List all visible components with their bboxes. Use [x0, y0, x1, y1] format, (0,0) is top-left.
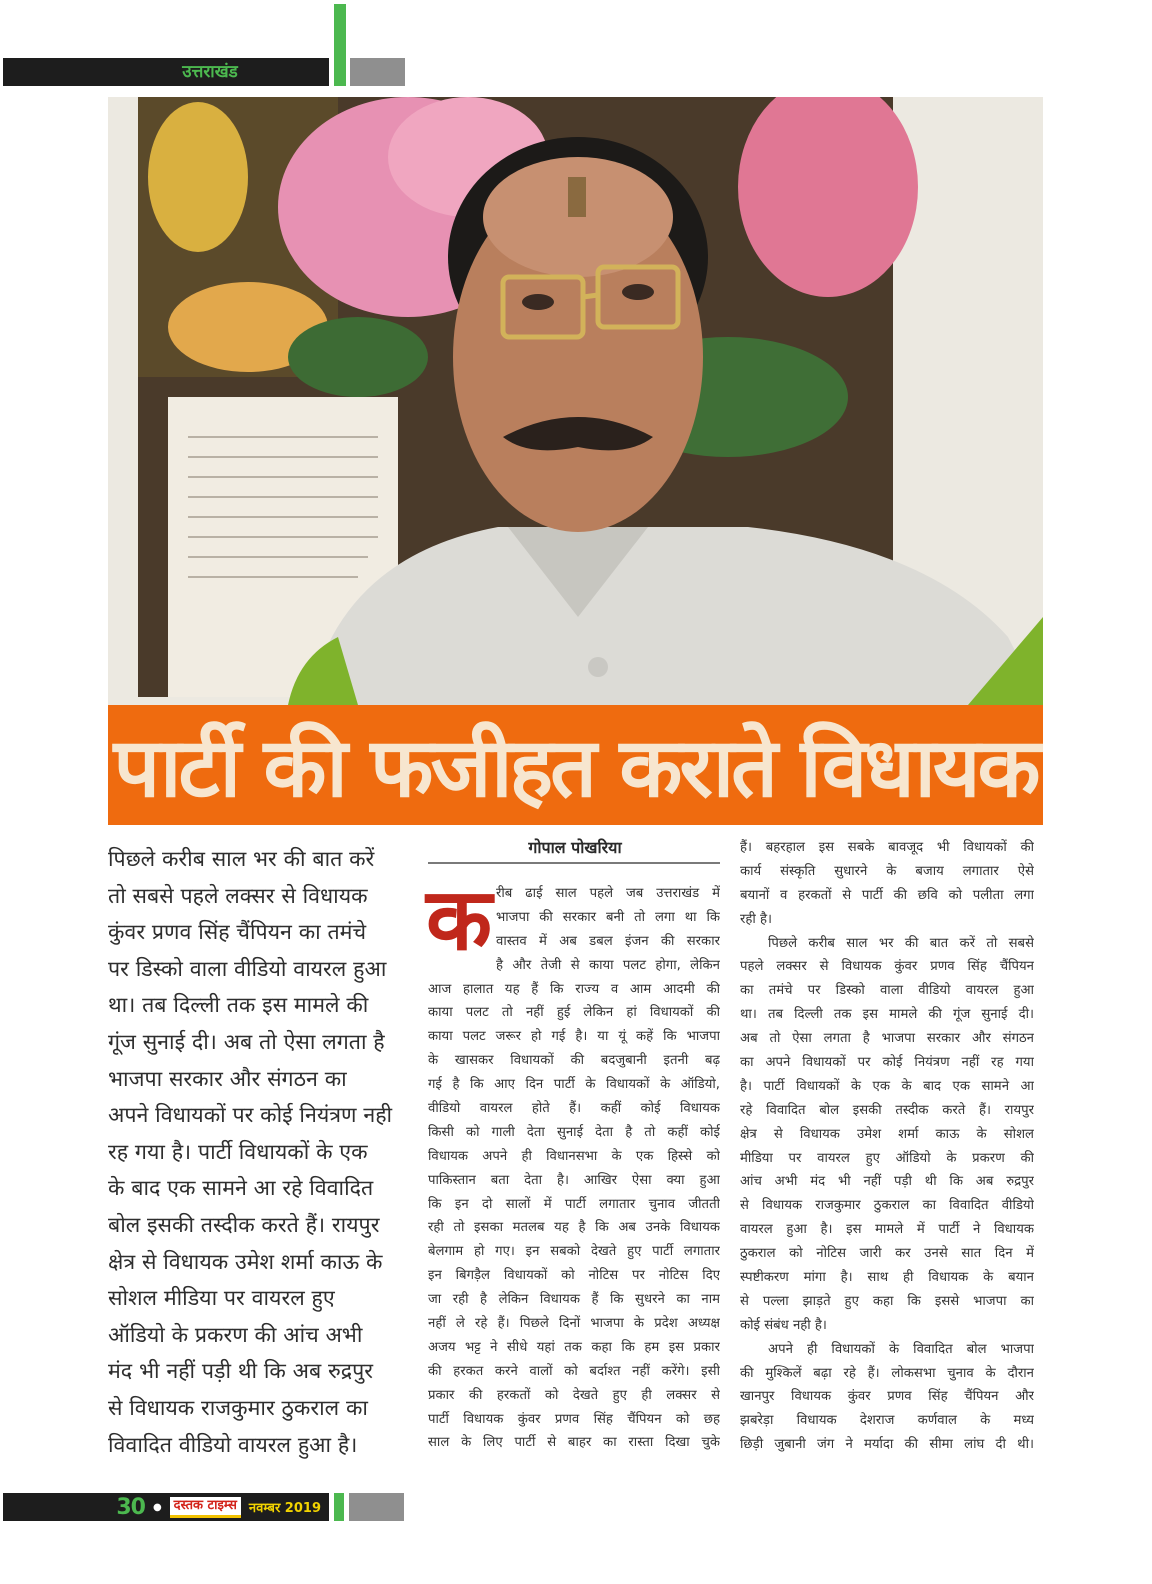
- body-line: छिड़ी जुबानी जंग ने मर्यादा की सीमा लांघ दी थी।: [740, 1437, 1034, 1453]
- byline-divider: [428, 862, 720, 864]
- body-line: किसी को गाली देता सुनाई देता है तो कहीं कोई: [428, 1124, 720, 1140]
- portrait-photo: [108, 97, 1043, 705]
- body-line: बेलगाम हो गए। इन सबको देखते हुए पार्टी लगातार: [428, 1244, 720, 1260]
- header-green-accent: [334, 4, 346, 86]
- pullquote-line: विवादित वीडियो वायरल हुआ है।: [108, 1432, 358, 1458]
- body-line: से पल्ला झाड़ते हुए कहा कि इससे भाजपा का: [740, 1293, 1034, 1309]
- body-line: का अपने विधायकों पर कोई नियंत्रण नहीं रह गया: [740, 1055, 1034, 1071]
- body-line: अब तो ऐसा लगता है भाजपा सरकार और संगठन: [740, 1031, 1034, 1047]
- pullquote-line: सोशल मीडिया पर वायरल हुए: [108, 1286, 335, 1312]
- body-line: कि इन दो सालों में पार्टी लगातार चुनाव जीतती: [428, 1196, 720, 1212]
- pullquote-line: पर डिस्को वाला वीडियो वायरल हुआ: [108, 956, 387, 982]
- body-line: अपने ही विधायकों के विवादित बोल भाजपा: [768, 1341, 1034, 1357]
- article-photo: [108, 97, 1043, 705]
- body-line: खानपुर विधायक कुंवर प्रणव सिंह चैंपियन और: [740, 1389, 1034, 1405]
- body-line: विधायक अपने ही विधानसभा के एक हिस्से को: [428, 1148, 720, 1164]
- footer-gray-accent: [349, 1493, 404, 1521]
- body-line: वायरल हुआ है। इस मामले में पार्टी ने विधायक: [740, 1222, 1034, 1238]
- pullquote-line: गूंज सुनाई दी। अब तो ऐसा लगता है: [108, 1029, 385, 1055]
- body-line: प्रकार की हरकतों को देखते हुए ही लक्सर से: [428, 1387, 720, 1403]
- body-line: हैं। बहरहाल इस सबके बावजूद भी विधायकों की: [740, 840, 1034, 855]
- body-line: झबरेड़ा विधायक देशराज कर्णवाल के मध्य: [740, 1413, 1034, 1429]
- body-line: अजय भट्ट ने सीधे यहां तक कहा कि हम इस प्रकार: [428, 1339, 720, 1355]
- body-line: काया पलट जरूर हो गई है। या यूं कहें कि भाजपा: [428, 1029, 720, 1045]
- drop-cap: क: [426, 870, 493, 970]
- body-line: स्पष्टीकरण मांगा है। साथ ही विधायक के बयान: [740, 1270, 1034, 1286]
- headline-banner: [108, 705, 1043, 825]
- pullquote-line: रह गया है। पार्टी विधायकों के एक: [108, 1139, 368, 1165]
- article-column-1: [426, 870, 720, 1455]
- pullquote-line: मंद भी नहीं पड़ी थी कि अब रुद्रपुर: [108, 1359, 374, 1385]
- body-line: पार्टी विधायक कुंवर प्रणव सिंह चैंपियन को छह: [428, 1411, 720, 1427]
- body-line: है। पार्टी विधायकों के एक के बाद एक सामने आ: [740, 1078, 1034, 1094]
- body-line: रीब ढाई साल पहले जब उत्तराखंड में: [496, 886, 720, 901]
- body-line: रहे विवादित बोल इसकी तस्दीक करते हैं। रायपुर: [740, 1102, 1034, 1118]
- body-line: का तमंचे पर डिस्को वाला वीडियो वायरल हुआ: [740, 983, 1034, 999]
- pullquote-line: भाजपा सरकार और संगठन का: [108, 1066, 347, 1092]
- section-label: उत्तराखंड: [182, 62, 238, 82]
- pullquote-line: अपने विधायकों पर कोई नियंत्रण नही: [108, 1103, 393, 1129]
- body-line: पहले लक्सर से विधायक कुंवर प्रणव सिंह चैंपियन: [740, 959, 1034, 975]
- issue-date: नवम्बर 2019: [248, 1501, 321, 1516]
- body-line: मीडिया पर वायरल हुए ऑडियो के प्रकरण की: [740, 1150, 1034, 1166]
- headline: पार्टी की फजीहत कराते विधायक: [113, 721, 1038, 816]
- pullquote-column: [108, 842, 408, 1464]
- pullquote-line: कुंवर प्रणव सिंह चैंपियन का तमंचे: [108, 920, 367, 946]
- author-byline: गोपाल पोखरिया: [528, 838, 622, 857]
- body-line: क्षेत्र से विधायक उमेश शर्मा काऊ के सोशल: [740, 1126, 1034, 1142]
- body-line: के खासकर विधायकों की बदजुबानी इतनी बढ़: [428, 1053, 720, 1069]
- body-line: पिछले करीब साल भर की बात करें तो सबसे: [768, 935, 1034, 951]
- body-line: कार्य संस्कृति सुधारने के बजाय लगातार ऐसे: [740, 863, 1034, 879]
- pullquote-line: के बाद एक सामने आ रहे विवादित: [108, 1176, 374, 1202]
- pullquote-line: बोल इसकी तस्दीक करते हैं। रायपुर: [108, 1212, 380, 1238]
- body-line: था। तब दिल्ली तक इस मामले की गूंज सुनाई दी।: [740, 1007, 1034, 1023]
- pullquote-line: पिछले करीब साल भर की बात करें: [108, 847, 375, 872]
- body-line: रही है।: [740, 911, 773, 927]
- magazine-logo: दस्तक टाइम्स: [170, 1497, 241, 1518]
- body-line: आज हालात यह हैं कि राज्य व आम आदमी की: [428, 981, 720, 997]
- pullquote-line: क्षेत्र से विधायक उमेश शर्मा काऊ के: [108, 1249, 383, 1275]
- body-line: साल के लिए पार्टी से बाहर का रास्ता दिखा चुके: [428, 1435, 720, 1451]
- body-line: पाकिस्तान बता देता है। आखिर ऐसा क्या हुआ: [428, 1172, 720, 1188]
- body-line: वास्तव में अब डबल इंजन की सरकार: [496, 933, 720, 949]
- body-line: की हरकत करने वालों को बर्दाश्त नहीं करेंगे। इसी: [428, 1363, 720, 1379]
- body-line: काया पलट तो नहीं हुई लेकिन हां विधायकों की: [428, 1005, 720, 1021]
- page-number: 30: [116, 1494, 145, 1520]
- body-line: नहीं ले रहे हैं। पिछले दिनों भाजपा के प्रदेश अध्यक्ष: [428, 1316, 720, 1332]
- body-line: है और तेजी से काया पलट होगा, लेकिन: [496, 957, 720, 973]
- pullquote-line: ऑडियो के प्रकरण की आंच अभी: [108, 1322, 363, 1348]
- footer-folio: [3, 1493, 325, 1521]
- body-line: जा रही है लेकिन विधायक हैं कि सुधरने का नाम: [428, 1292, 720, 1308]
- body-line: बयानों व हरकतों से पार्टी की छवि को पलीता लगा: [740, 887, 1034, 903]
- bullet-icon: ●: [152, 1501, 162, 1513]
- article-column-2: [740, 836, 1034, 1457]
- body-line: की मुश्किलें बढ़ा रहे हैं। लोकसभा चुनाव के दौरान: [740, 1365, 1034, 1381]
- body-line: से विधायक राजकुमार ठुकराल का विवादित वीडियो: [740, 1198, 1034, 1214]
- body-line: ठुकराल को नोटिस जारी कर उनसे सात दिन में: [740, 1246, 1034, 1262]
- body-line: इन बिगड़ैल विधायकों को नोटिस पर नोटिस दिए: [428, 1268, 720, 1284]
- body-line: रही तो इसका मतलब यह है कि अब उनके विधायक: [428, 1220, 720, 1236]
- pullquote-line: था। तब दिल्ली तक इस मामले की: [108, 993, 369, 1019]
- pullquote-line: से विधायक राजकुमार ठुकराल का: [108, 1395, 368, 1421]
- body-line: कोई संबंध नही है।: [740, 1317, 827, 1333]
- body-line: भाजपा की सरकार बनी तो लगा था कि: [496, 909, 720, 925]
- body-line: वीडियो वायरल होते हैं। कहीं कोई विधायक: [428, 1101, 720, 1117]
- body-line: गई है कि आए दिन पार्टी के विधायकों के ऑडियो,: [428, 1077, 720, 1093]
- body-line: आंच अभी मंद भी नहीं पड़ी थी कि अब रुद्रपुर: [740, 1174, 1034, 1190]
- header-gray-accent: [350, 58, 405, 86]
- footer-green-accent: [334, 1493, 344, 1521]
- pullquote-line: तो सबसे पहले लक्सर से विधायक: [108, 883, 368, 909]
